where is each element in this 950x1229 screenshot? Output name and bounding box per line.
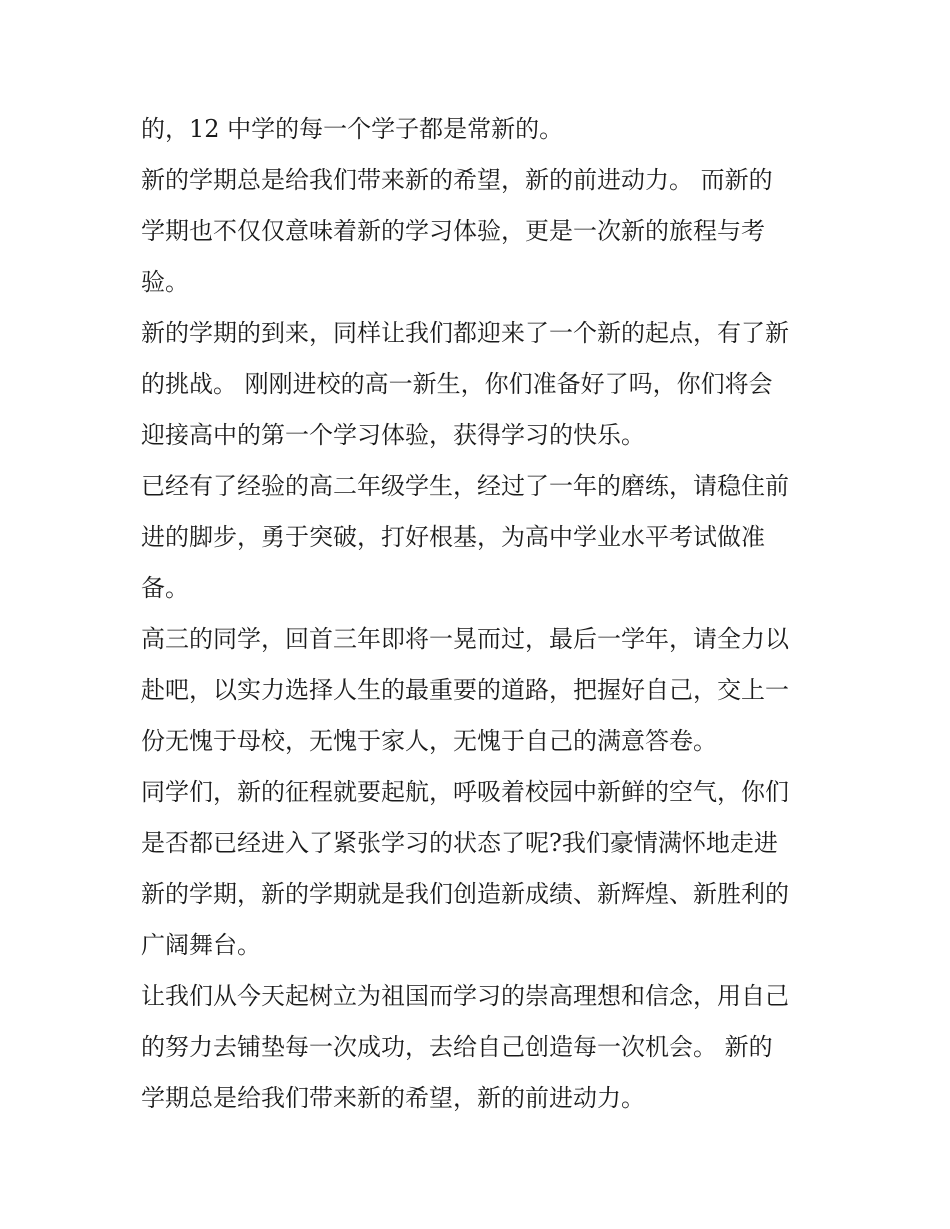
text-line: 同学们，新的征程就要起航，呼吸着校园中新鲜的空气，你们 (141, 778, 789, 806)
text-line: 验。 (141, 268, 189, 296)
text-line: 已经有了经验的高二年级学生，经过了一年的磨练，请稳住前 (141, 472, 789, 500)
text-line: 的，12 中学的每一个学子都是常新的。 (141, 115, 564, 143)
body-text (141, 104, 821, 1124)
text-line: 让我们从今天起树立为祖国而学习的崇高理想和信念，用自己 (141, 982, 789, 1010)
text-line: 的努力去铺垫每一次成功，去给自己创造每一次机会。 新的 (141, 1033, 773, 1061)
text-line: 迎接高中的第一个学习体验，获得学习的快乐。 (141, 421, 645, 449)
text-line: 高三的同学，回首三年即将一晃而过，最后一学年，请全力以 (141, 625, 789, 653)
text-line: 新的学期的到来，同样让我们都迎来了一个新的起点，有了新 (141, 319, 789, 347)
text-line: 新的学期总是给我们带来新的希望，新的前进动力。 而新的 (141, 166, 773, 194)
text-line: 备。 (141, 574, 189, 602)
text-line: 是否都已经进入了紧张学习的状态了呢?我们豪情满怀地走进 (141, 829, 778, 857)
text-line: 广阔舞台。 (141, 931, 261, 959)
text-line: 进的脚步，勇于突破，打好根基，为高中学业水平考试做准 (141, 523, 765, 551)
text-line: 学期也不仅仅意味着新的学习体验，更是一次新的旅程与考 (141, 217, 765, 245)
text-line: 新的学期，新的学期就是我们创造新成绩、新辉煌、新胜利的 (141, 880, 789, 908)
text-line: 学期总是给我们带来新的希望，新的前进动力。 (141, 1084, 645, 1112)
text-line: 份无愧于母校，无愧于家人，无愧于自己的满意答卷。 (141, 727, 717, 755)
text-line: 赴吧，以实力选择人生的最重要的道路，把握好自己，交上一 (141, 676, 789, 704)
text-line: 的挑战。 刚刚进校的高一新生，你们准备好了吗，你们将会 (141, 370, 773, 398)
